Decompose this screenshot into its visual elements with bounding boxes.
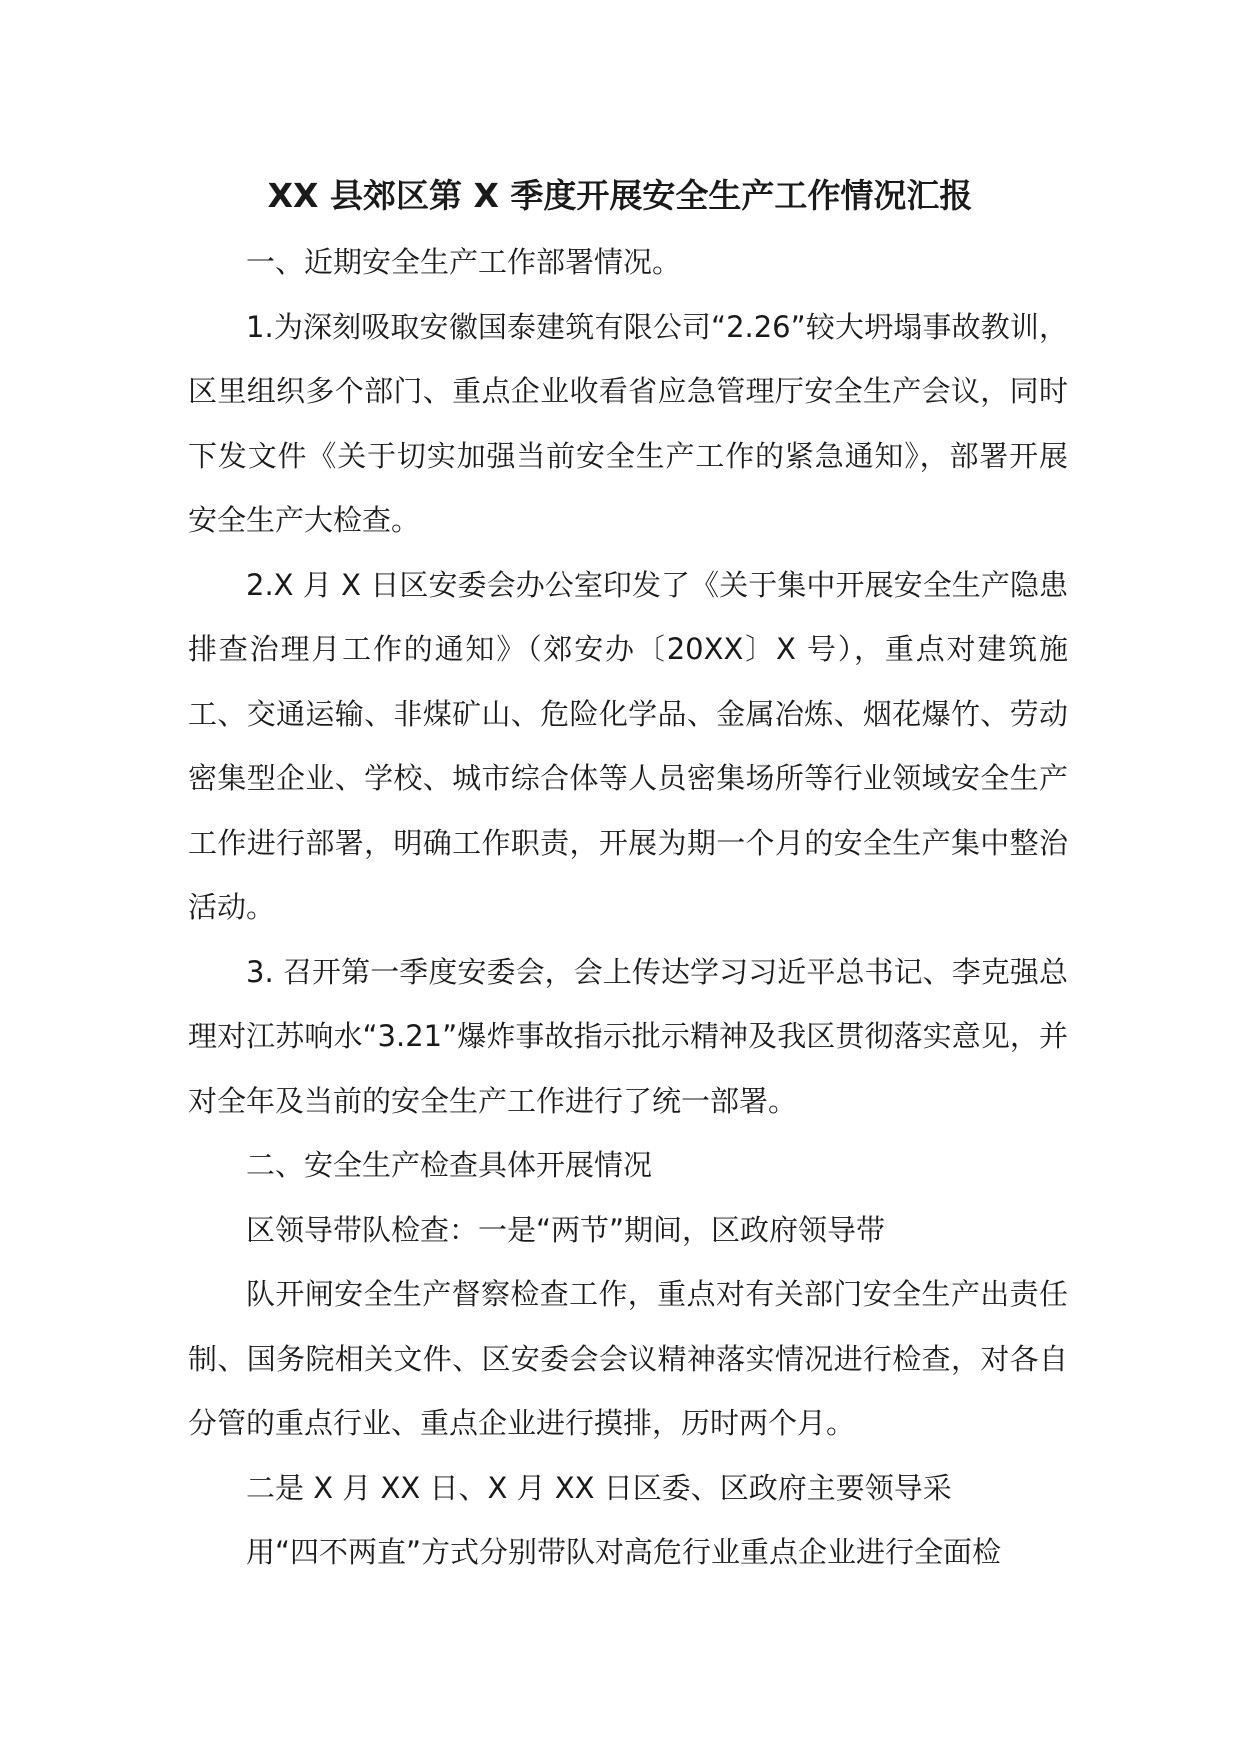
paragraph-inspection-details: 队开闸安全生产督察检查工作，重点对有关部门安全生产出责任制、国务院相关文件、区安委会会议精神落实情况进行检查，对各自分管的重点行业、重点企业进行摸排，历时两个月。	[188, 1277, 1068, 1440]
paragraph-item-3: 3. 召开第一季度安委会，会上传达学习习近平总书记、李克强总理对江苏响水“3.21”爆炸事故指示批示精神及我区贯彻落实意见，并对全年及当前的安全生产工作进行了统一部署。	[188, 954, 1068, 1118]
section-heading-deployment: 一、近期安全生产工作部署情况。	[246, 245, 682, 279]
paragraph-leader-inspection: 区领导带队检查：一是“两节”期间，区政府领导带	[246, 1212, 886, 1247]
section-heading-inspection: 二、安全生产检查具体开展情况	[246, 1148, 653, 1182]
paragraph-second-inspection: 二是 X 月 XX 日、X 月 XX 日区委、区政府主要领导采	[246, 1470, 952, 1505]
paragraph-four-not-two-direct: 用“四不两直”方式分别带队对高危行业重点企业进行全面检	[246, 1535, 1002, 1569]
document-title: XX 县郊区第 X 季度开展安全生产工作情况汇报	[267, 176, 973, 215]
paragraph-item-1: 1.为深刻吸取安徽国泰建筑有限公司“2.26”较大坍塌事故教训，区里组织多个部门、重点企业收看省应急管理厅安全生产会议，同时下发文件《关于切实加强当前安全生产工作的紧急通知》，部署开展安全生产大检查。	[188, 309, 1068, 537]
paragraph-item-2: 2.X 月 X 日区安委会办公室印发了《关于集中开展安全生产隐患排查治理月工作的通知》（郊安办〔20XX〕X 号），重点对建筑施工、交通运输、非煤矿山、危险化学品、金属冶炼、烟花爆竹、劳动密集型企业、学校、城市综合体等人员密集场所等行业领域安全生产工作进行部署，明确工作职责，开展为期一个月的安全生产集中整治活动。	[188, 567, 1068, 924]
document-body	[188, 230, 1068, 1585]
